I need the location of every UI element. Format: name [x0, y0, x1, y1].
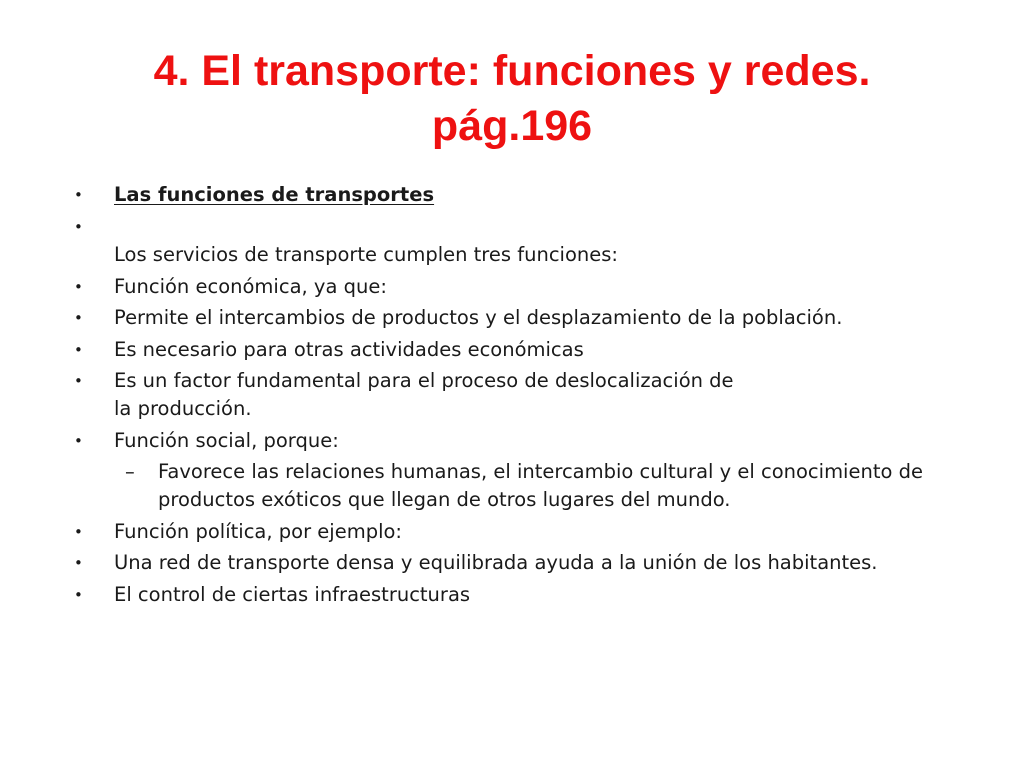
economic-function-label: Función económica, ya que:: [114, 274, 387, 298]
bullet-item-economic-3: [74, 367, 994, 423]
slide-title: [40, 44, 984, 154]
dash-icon: –: [125, 460, 135, 483]
bullet-item-economic-label: [74, 273, 994, 301]
political-point-2: El control de ciertas infraestructuras: [114, 582, 471, 606]
bullet-icon: •: [74, 186, 83, 204]
slide-title-line-2: pág.196: [431, 102, 593, 150]
bullet-item-heading: [74, 181, 994, 209]
social-function-label: Función social, porque:: [114, 428, 339, 452]
political-function-label: Función política, por ejemplo:: [114, 519, 402, 543]
bullet-item-political-label: [74, 518, 994, 546]
economic-point-2: Es necesario para otras actividades económicas: [114, 337, 584, 361]
bullet-item-intro: [74, 213, 994, 269]
economic-point-3-line-1: Es un factor fundamental para el proceso de deslocalización de: [114, 369, 734, 392]
bullet-item-social-label: [74, 427, 994, 455]
bullet-icon: •: [74, 340, 83, 359]
bullet-icon: •: [74, 372, 83, 390]
sub-item-social-1: [74, 458, 994, 514]
intro-text: Los servicios de transporte cumplen tres funciones:: [114, 243, 618, 266]
bullet-icon: •: [74, 585, 83, 604]
bullet-icon: •: [74, 277, 83, 296]
bullet-icon: •: [74, 218, 83, 236]
bullet-icon: •: [74, 522, 83, 541]
economic-point-1: Permite el intercambios de productos y el desplazamiento de la población.: [114, 306, 843, 329]
bullet-item-political-1: [74, 549, 994, 577]
bullet-icon: •: [74, 554, 83, 572]
section-heading: Las funciones de transportes: [114, 183, 435, 206]
slide-title-line-1: 4. El transporte: funciones y redes.: [153, 47, 871, 95]
bullet-item-economic-1: [74, 304, 994, 332]
bullet-icon: •: [74, 431, 83, 450]
slide-body: [74, 181, 994, 612]
economic-point-3: [114, 369, 734, 420]
bullet-item-economic-2: [74, 336, 994, 364]
social-point-1: Favorece las relaciones humanas, el intercambio cultural y el conocimiento de productos exóticos que llegan de otros lugares del mundo.: [158, 460, 923, 511]
bullet-icon: •: [74, 309, 83, 327]
bullet-item-political-2: [74, 581, 994, 609]
political-point-1: Una red de transporte densa y equilibrada ayuda a la unión de los habitantes.: [114, 551, 878, 574]
economic-point-3-line-2: la producción.: [114, 397, 252, 420]
